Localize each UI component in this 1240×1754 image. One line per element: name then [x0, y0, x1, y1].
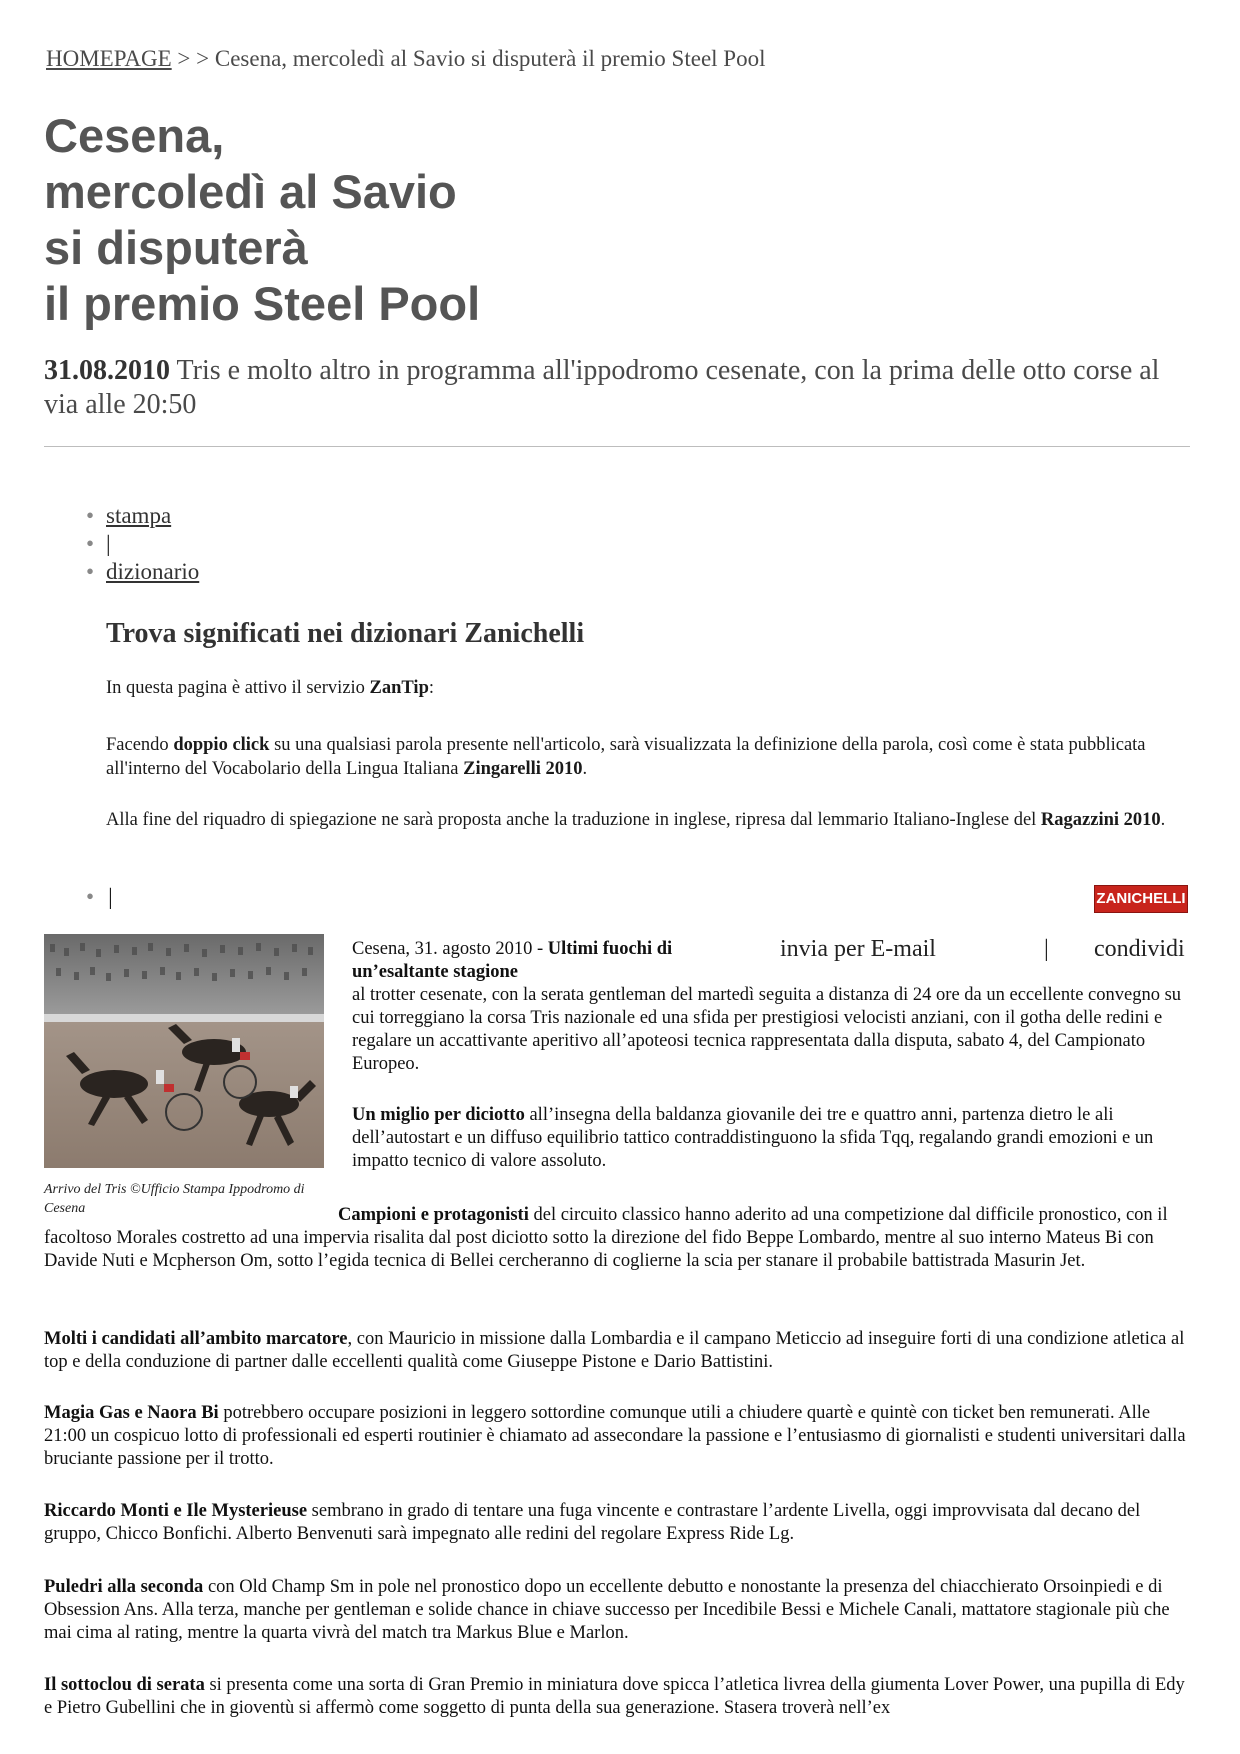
- article-paragraph: [352, 984, 1182, 1076]
- text-span: .: [1160, 810, 1166, 830]
- text-span: Facendo: [106, 735, 174, 755]
- text-strong: Un miglio per diciotto: [352, 1105, 525, 1125]
- dictionary-link[interactable]: dizionario: [106, 559, 200, 584]
- zanichelli-paragraph: [106, 808, 1186, 832]
- text-span: all’insegna della baldanza giovanile dei tre e quattro anni, partenza dietro le ali dell’autostart e un diffuso equilibrio tattico contraddistinguono la sfida Tqq, regalando grandi emozioni e un impatto tecnico di valore assoluto.: [352, 1105, 1154, 1171]
- email-link[interactable]: invia per E-mail: [780, 936, 936, 962]
- print-link[interactable]: stampa: [106, 503, 172, 528]
- photo-caption: Arrivo del Tris ©Ufficio Stampa Ippodromo di Cesena: [44, 1182, 305, 1216]
- tools-item-dictionary: [86, 558, 199, 586]
- page-title-line: il premio Steel Pool: [44, 277, 481, 330]
- text-span: Cesena, 31. agosto 2010 -: [352, 939, 548, 959]
- text-strong: Ultimi fuochi di un’esaltante stagione: [352, 939, 673, 982]
- text-strong: Puledri alla seconda: [44, 1577, 204, 1597]
- text-span: , con Mauricio in missione dalla Lombardia e il campano Meticcio ad inseguire forti di una condizione atletica al top e della conduzione di partner dalle eccellenti qualità come Giuseppe Pistone e Dario Battistini.: [44, 1329, 1185, 1372]
- text-span: con Old Champ Sm in pole nel pronostico dopo un eccellente debutto e nonostante la presenza del chiacchierato Orsoinpiedi e di Obsession Ans. Alla terza, manche per gentleman e solide chance in chiave successo per Incedibile Bessi e Michele Canali, mattatore stagionale più che mai cima al rating, mentre la quarta vivrà del match tra Markus Blue e Marlon.: [44, 1577, 1170, 1643]
- text-strong: doppio click: [173, 735, 270, 755]
- text-strong: Molti i candidati all’ambito marcatore: [44, 1329, 348, 1349]
- page-title-line: Cesena,: [44, 109, 225, 162]
- zanichelli-paragraph: [106, 676, 1186, 700]
- text-strong: Riccardo Monti e Ile Mysterieuse: [44, 1501, 308, 1521]
- tools-separator-item: [86, 884, 113, 910]
- article-paragraph: [352, 938, 762, 984]
- text-strong: Ragazzini 2010: [1040, 810, 1161, 830]
- zanichelli-logo[interactable]: ZANICHELLI: [1094, 885, 1188, 913]
- article-paragraph: [44, 1402, 1194, 1471]
- page-title-line: mercoledì al Savio: [44, 165, 457, 218]
- tools-separator: |: [106, 531, 111, 556]
- text-span: :: [428, 678, 434, 698]
- page-title-line: si disputerà: [44, 221, 308, 274]
- article-paragraph: [44, 1674, 1194, 1720]
- article-paragraph: [44, 1500, 1194, 1546]
- article-lead: [44, 354, 1194, 422]
- zanichelli-title: Trova significati nei dizionari Zanichelli: [106, 618, 585, 649]
- text-span: In questa pagina è attivo il servizio: [106, 678, 370, 698]
- share-link[interactable]: condividi: [1094, 936, 1185, 962]
- divider: [44, 446, 1190, 447]
- article-paragraph: [44, 1576, 1194, 1645]
- text-strong: Il sottoclou di serata: [44, 1675, 205, 1695]
- article-paragraph: [44, 1328, 1194, 1374]
- text-span: del circuito classico hanno aderito ad una competizione dal difficile pronostico, con il facoltoso Morales costretto ad una impervia risalita dal post diciotto sotto la direzione del fido Beppe Lombardo, mentre al suo interno Mateus Bi con Davide Nuti e Mcpherson Om, sotto l’egida tecnica di Bellei cercheranno di coglierne la scia per stanare il probabile battistrada Masurin Jet.: [44, 1205, 1168, 1271]
- text-span: potrebbero occupare posizioni in leggero sottordine comunque utili a chiudere quartè e quintè con ticket ben remunerati. Alle 21:00 un cospicuo lotto di professionali ed esperti routinier è chiamato ad assecondare la passione e l’entusiasmo di giornalisti e studenti universitari dalla bruciante passione per il trotto.: [44, 1403, 1186, 1469]
- tools-item-print: [86, 502, 199, 530]
- text-span: .: [582, 759, 588, 779]
- breadcrumb-current: Cesena, mercoledì al Savio si disputerà il premio Steel Pool: [214, 46, 766, 71]
- race-photo: [44, 934, 324, 1168]
- article-tools: [86, 502, 199, 586]
- article-paragraph: [352, 1104, 1182, 1173]
- breadcrumb-home-link[interactable]: HOMEPAGE: [46, 46, 172, 71]
- text-span: su una qualsiasi parola presente nell'articolo, sarà visualizzata la definizione della parola, così come è stata pubblicata all'interno del Vocabolario della Lingua Italiana: [106, 735, 1146, 779]
- text-strong: Campioni e protagonisti: [338, 1205, 529, 1225]
- text-span: Alla fine del riquadro di spiegazione ne sarà proposta anche la traduzione in inglese, ripresa dal lemmario Italiano-Inglese del: [106, 810, 1041, 830]
- text-strong: Magia Gas e Naora Bi: [44, 1403, 219, 1423]
- text-span: sembrano in grado di tentare una fuga vincente e contrastare l’ardente Livella, oggi improvvisata dal decano del gruppo, Chicco Bonfichi. Alberto Benvenuti sarà impegnato alle redini del regolare Express Ride Lg.: [44, 1501, 1141, 1544]
- breadcrumb-separator: > >: [171, 46, 215, 71]
- zanichelli-paragraph: [106, 733, 1186, 781]
- page-title: [44, 108, 744, 332]
- lead-text: Tris e molto altro in programma all'ippodromo cesenate, con la prima delle otto corse al via alle 20:50: [44, 355, 1160, 420]
- tools-separator: |: [108, 884, 113, 909]
- article-paragraph: [44, 1204, 1194, 1273]
- text-strong: Zingarelli 2010: [463, 759, 583, 779]
- breadcrumb: [46, 46, 765, 72]
- race-photo-image: [44, 934, 324, 1168]
- tools-item-separator: [86, 530, 199, 558]
- text-strong: ZanTip: [369, 678, 429, 698]
- text-span: al trotter cesenate, con la serata gentleman del martedì seguita a distanza di 24 ore da un eccellente convegno su cui torreggiano la corsa Tris nazionale ed una sfida per prestigiosi velocisti anziani, con il gotha delle redini e regalare un accattivante aperitivo all’apoteosi tecnica rappresentata dalla disputa, sabato 4, del Campionato Europeo.: [352, 985, 1182, 1074]
- article-date: 31.08.2010: [44, 355, 170, 386]
- text-span: si presenta come una sorta di Gran Premio in miniatura dove spicca l’atletica livrea della giumenta Lover Power, una pupilla di Edy e Pietro Gubellini che in gioventù si affermò come soggetto di punta della sua generazione. Stasera troverà nell’ex: [44, 1675, 1185, 1718]
- share-separator: |: [1044, 936, 1049, 962]
